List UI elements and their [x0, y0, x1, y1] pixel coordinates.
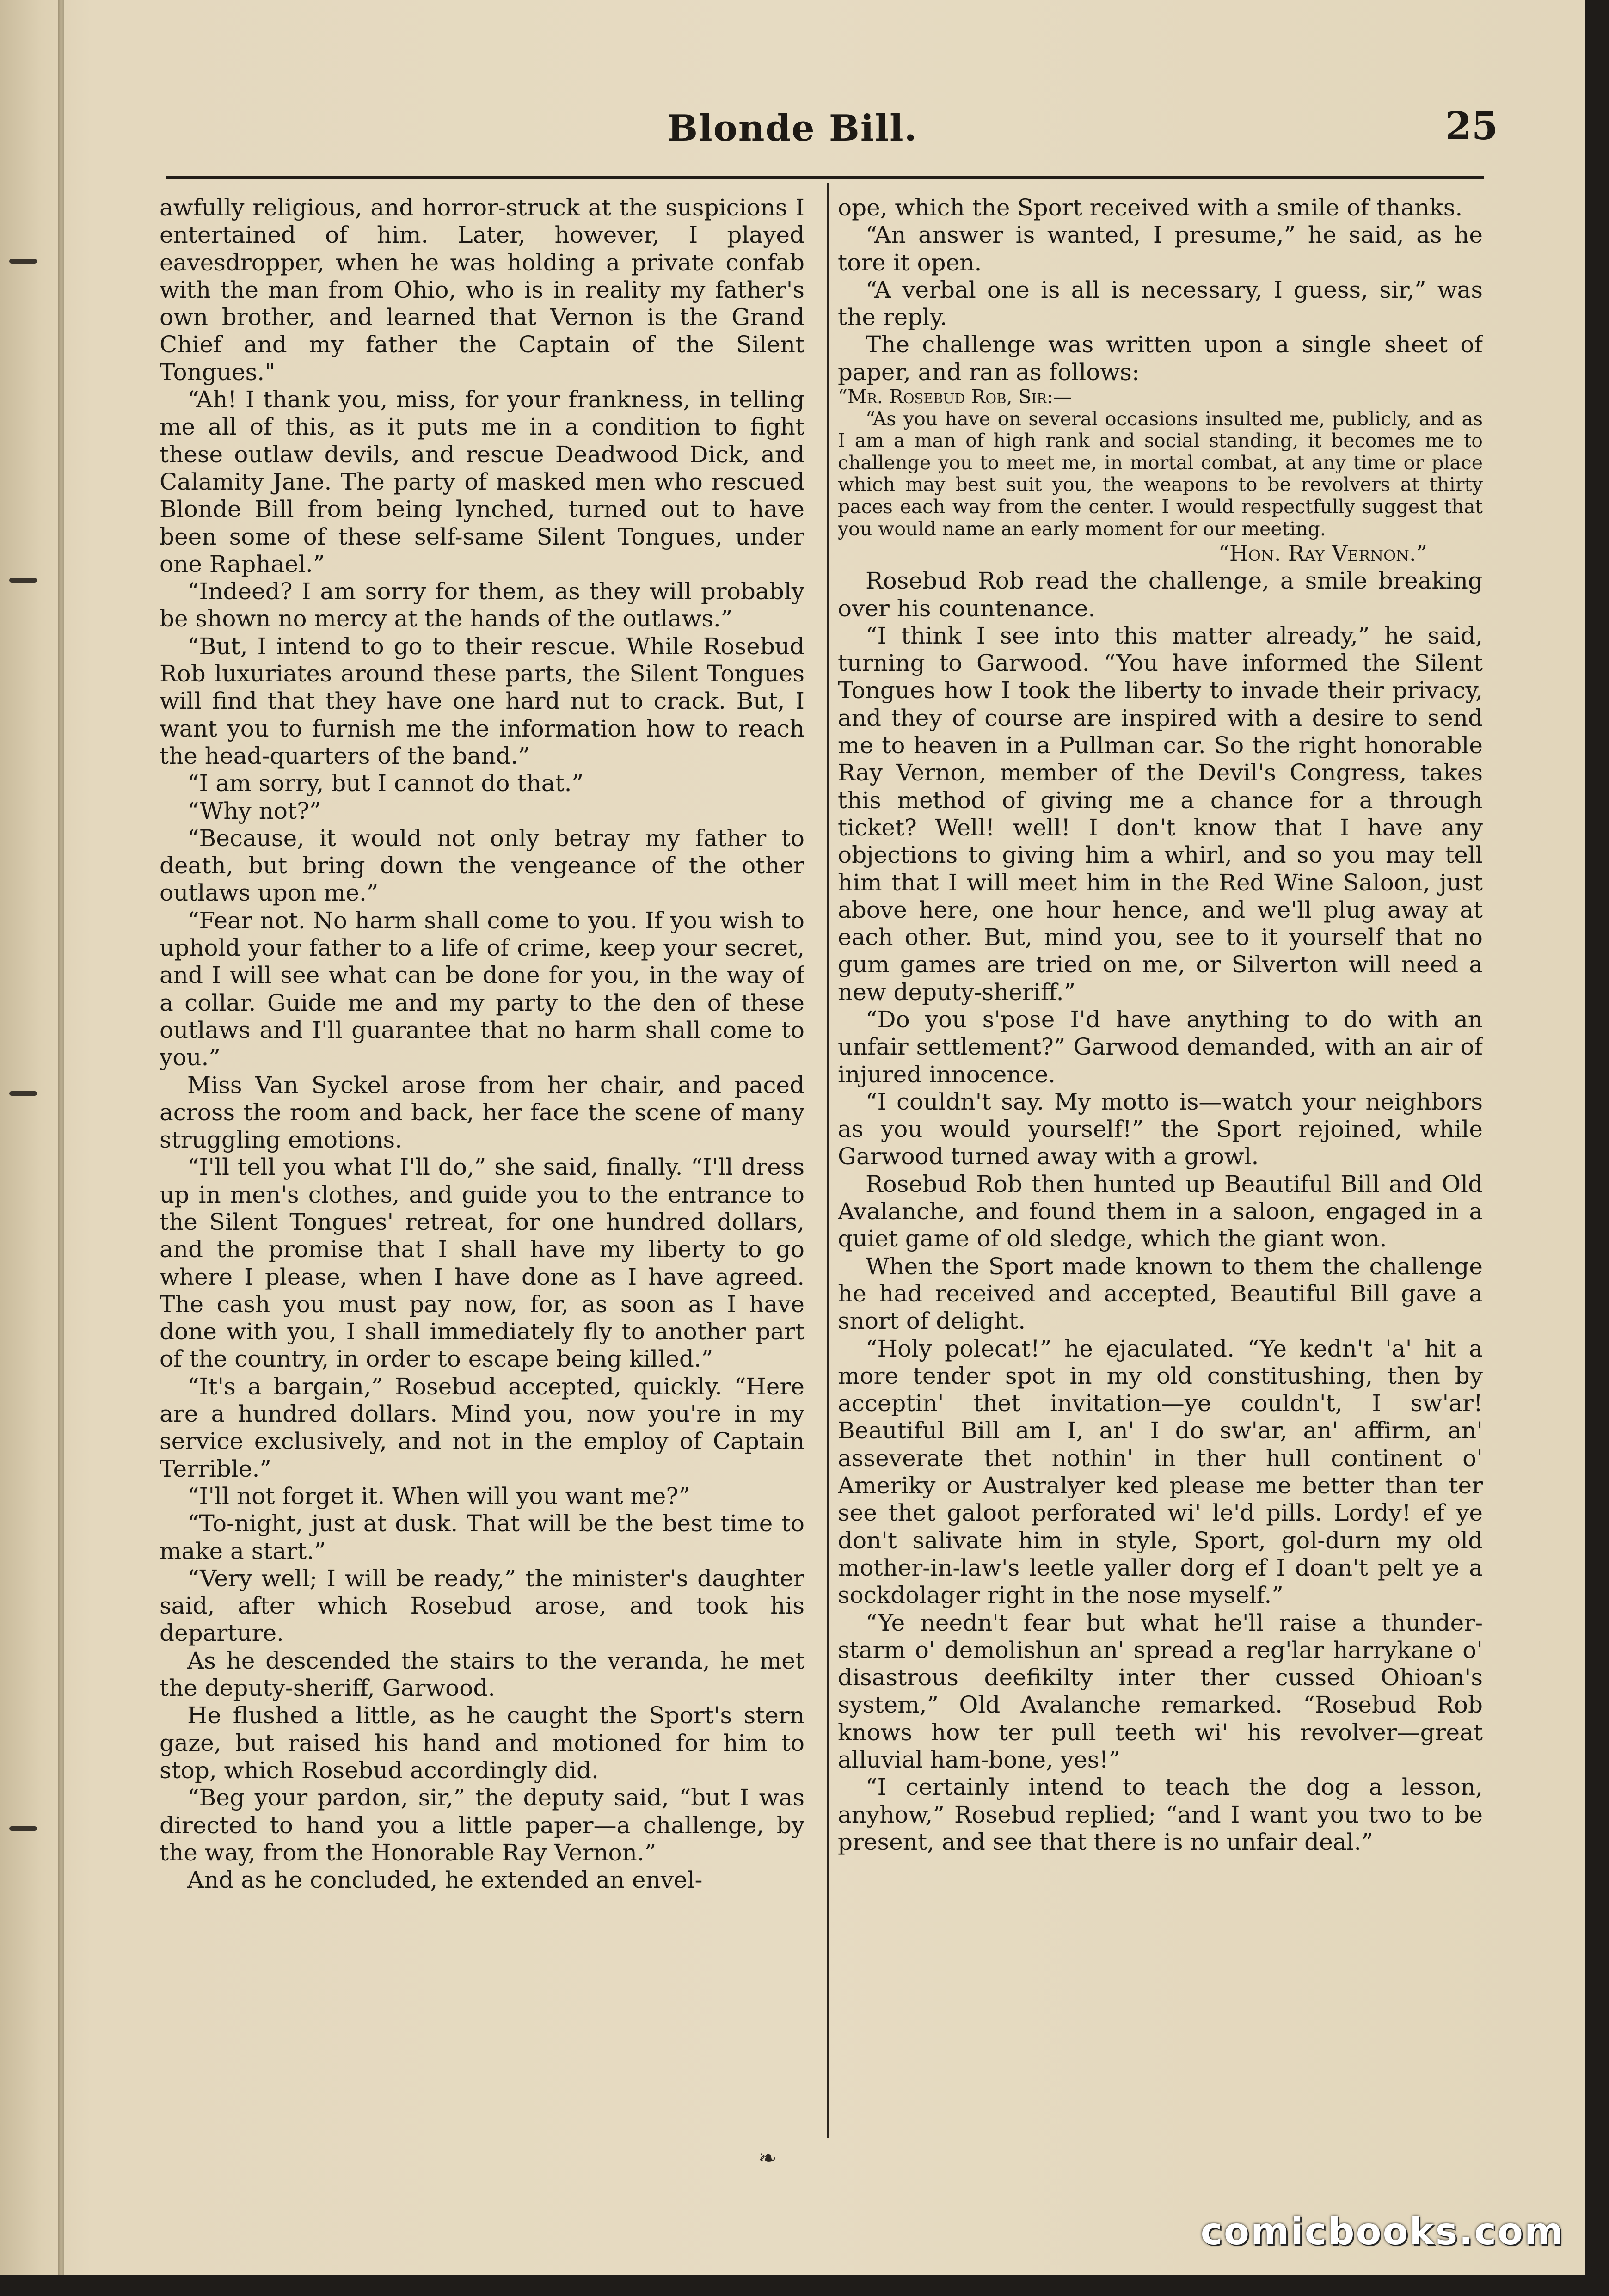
letter-signature: “Hon. Ray Vernon.” — [1218, 541, 1427, 567]
paragraph: “I'll not forget it. When will you want me?” — [187, 1482, 690, 1510]
paragraph: And as he concluded, he extended an envel- — [187, 1866, 703, 1894]
paragraph: “I certainly intend to teach the dog a lesson, anyhow,” Rosebud replied; “and I want you two to be present, and see that there is no unfair deal.” — [838, 1774, 1483, 1855]
right-column-bottom — [838, 567, 1483, 1856]
stitch-mark — [9, 259, 37, 264]
printer-mark: ❧ — [758, 2145, 777, 2171]
paragraph: As he descended the stairs to the veranda, he met the deputy-sheriff, Garwood. — [160, 1647, 804, 1702]
paragraph: “Indeed? I am sorry for them, as they will probably be shown no mercy at the hands of the outlaws.” — [160, 578, 804, 632]
paragraph: awfully religious, and horror-struck at the suspicions I entertained of him. Later, however, I played eavesdropper, when he was holding a private confab with the man from Ohio, who is in reality my father's own brother, and learned that Vernon is the Grand Chief and my father the Captain of the Silent Tongues." — [160, 194, 804, 386]
paragraph: “I am sorry, but I cannot do that.” — [187, 770, 584, 797]
paragraph: “To-night, just at dusk. That will be the best time to make a start.” — [160, 1510, 804, 1565]
paragraph: “Holy polecat!” he ejaculated. “Ye kedn't 'a' hit a more tender spot in my old constitushing, then by acceptin' thet invitation—ye couldn't, I sw'ar! Beautiful Bill am I, an' I do sw'ar, an' affirm, an' asseverate thet nothin' in ther hull continent o' Ameriky or Australyer ked please me better than ter see thet galoot perforated wi' le'd pills. Lordy! ef ye don't salivate him in style, Sport, gol-durn my old mother-in-law's leetle yaller dorg ef I doan't pelt ye a sockdolager right in the nose myself.” — [838, 1335, 1483, 1609]
paragraph: “Very well; I will be ready,” the minister's daughter said, after which Rosebud arose, and took his departure. — [160, 1565, 804, 1647]
challenge-letter — [838, 386, 1483, 567]
paragraph: “Beg your pardon, sir,” the deputy said, “but I was directed to hand you a little paper—a challenge, by the way, from the Honorable Ray Vernon.” — [160, 1784, 804, 1866]
stitch-mark — [9, 1091, 37, 1096]
paragraph: ope, which the Sport received with a smile of thanks. — [838, 194, 1463, 221]
stitch-mark — [9, 1826, 37, 1831]
letter-body: “As you have on several occasions insulted me, publicly, and as I am a man of high rank and social standing, it becomes me to challenge you to meet me, in mortal combat, at any time or place which may best suit you, the weapons to be revolvers at thirty paces each way from the center. I would respectfully suggest that you would name an early moment for our meeting. — [838, 407, 1483, 540]
paragraph: “Fear not. No harm shall come to you. If you wish to uphold your father to a life of crime, keep your secret, and I will see what can be done for you, in the way of a collar. Guide me and my party to the den of these outlaws and I'll guarantee that no harm shall come to you.” — [160, 907, 804, 1071]
paragraph: “Because, it would not only betray my father to death, but bring down the vengeance of the other outlaws upon me.” — [160, 824, 804, 907]
paragraph: “Ye needn't fear but what he'll raise a thunder-starm o' demolishun an' spread a reg'lar harrykane o' disastrous deefikilty inter ther cussed Ohioan's system,” Old Avalanche remarked. “Rosebud Rob knows how ter pull teeth wi' his revolver—great alluvial ham-bone, yes!” — [838, 1609, 1483, 1773]
running-head-title: Blonde Bill. — [667, 107, 918, 149]
binding-edge — [58, 0, 64, 2275]
paragraph: “But, I intend to go to their rescue. While Rosebud Rob luxuriates around these parts, the Silent Tongues will find that they have one hard nut to crack. But, I want you to furnish me the information how to reach the head-quarters of the band.” — [160, 632, 804, 769]
paragraph: “An answer is wanted, I presume,” he said, as he tore it open. — [838, 221, 1483, 276]
paragraph: “Ah! I thank you, miss, for your frankness, in telling me all of this, as it puts me in a condition to fight these outlaw devils, and rescue Deadwood Dick, and Calamity Jane. The party of masked men who rescued Blonde Bill from being lynched, turned out to have been some of these self-same Silent Tongues, under one Raphael.” — [160, 386, 804, 577]
paragraph: “I think I see into this matter already,” he said, turning to Garwood. “You have informed the Silent Tongues how I took the liberty to invade their privacy, and they of course are inspired with a desire to send me to heaven in a Pullman car. So the right honorable Ray Vernon, member of the Devil's Congress, takes this method of giving me a chance for a through ticket? Well! well! I don't know that I have any objections to giving him a whirl, and so you may tell him that I will meet him in the Red Wine Saloon, just above here, one hour hence, and we'll plug away at each other. But, mind you, see to it yourself that no gum games are tried on me, or Silverton will need a new deputy-sheriff.” — [838, 622, 1483, 1006]
paragraph: When the Sport made known to them the challenge he had received and accepted, Beautiful Bill gave a snort of delight. — [838, 1252, 1483, 1335]
paragraph: “Why not?” — [187, 797, 321, 824]
paragraph: “I couldn't say. My motto is—watch your neighbors as you would yourself!” the Sport rejoined, while Garwood turned away with a growl. — [838, 1088, 1483, 1170]
header-rule — [166, 176, 1484, 179]
page-number: 25 — [1445, 104, 1498, 148]
column-rule — [827, 183, 829, 2138]
paragraph: “A verbal one is all is necessary, I guess, sir,” was the reply. — [838, 276, 1483, 331]
paragraph: Miss Van Syckel arose from her chair, and paced across the room and back, her face the scene of many struggling emotions. — [160, 1071, 804, 1154]
left-column — [160, 194, 804, 2145]
paragraph: “It's a bargain,” Rosebud accepted, quickly. “Here are a hundred dollars. Mind you, now you're in my service exclusively, and not in the employ of Captain Terrible.” — [160, 1373, 804, 1482]
paragraph: “Do you s'pose I'd have anything to do with an unfair settlement?” Garwood demanded, with an air of injured innocence. — [838, 1006, 1483, 1088]
right-column-top — [838, 194, 1483, 386]
stitch-mark — [9, 578, 37, 583]
right-column — [838, 194, 1483, 2145]
letter-address: “Mr. Rosebud Rob, Sir:— — [838, 386, 1072, 408]
paragraph: The challenge was written upon a single sheet of paper, and ran as follows: — [838, 331, 1483, 386]
paragraph: Rosebud Rob read the challenge, a smile breaking over his countenance. — [838, 567, 1483, 622]
paragraph: Rosebud Rob then hunted up Beautiful Bill and Old Avalanche, and found them in a saloon, engaged in a quiet game of old sledge, which the giant won. — [838, 1170, 1483, 1252]
paragraph: He flushed a little, as he caught the Sport's stern gaze, but raised his hand and motioned for him to stop, which Rosebud accordingly did. — [160, 1702, 804, 1784]
watermark-text: comicbooks.com — [1200, 2210, 1565, 2253]
paragraph: “I'll tell you what I'll do,” she said, finally. “I'll dress up in men's clothes, and guide you to the entrance to the Silent Tongues' retreat, for one hundred dollars, and the promise that I shall have my liberty to go where I please, when I have done as I have agreed. The cash you must pay now, for, as soon as I have done with you, I shall immediately fly to another part of the country, in order to escape being killed.” — [160, 1154, 804, 1373]
